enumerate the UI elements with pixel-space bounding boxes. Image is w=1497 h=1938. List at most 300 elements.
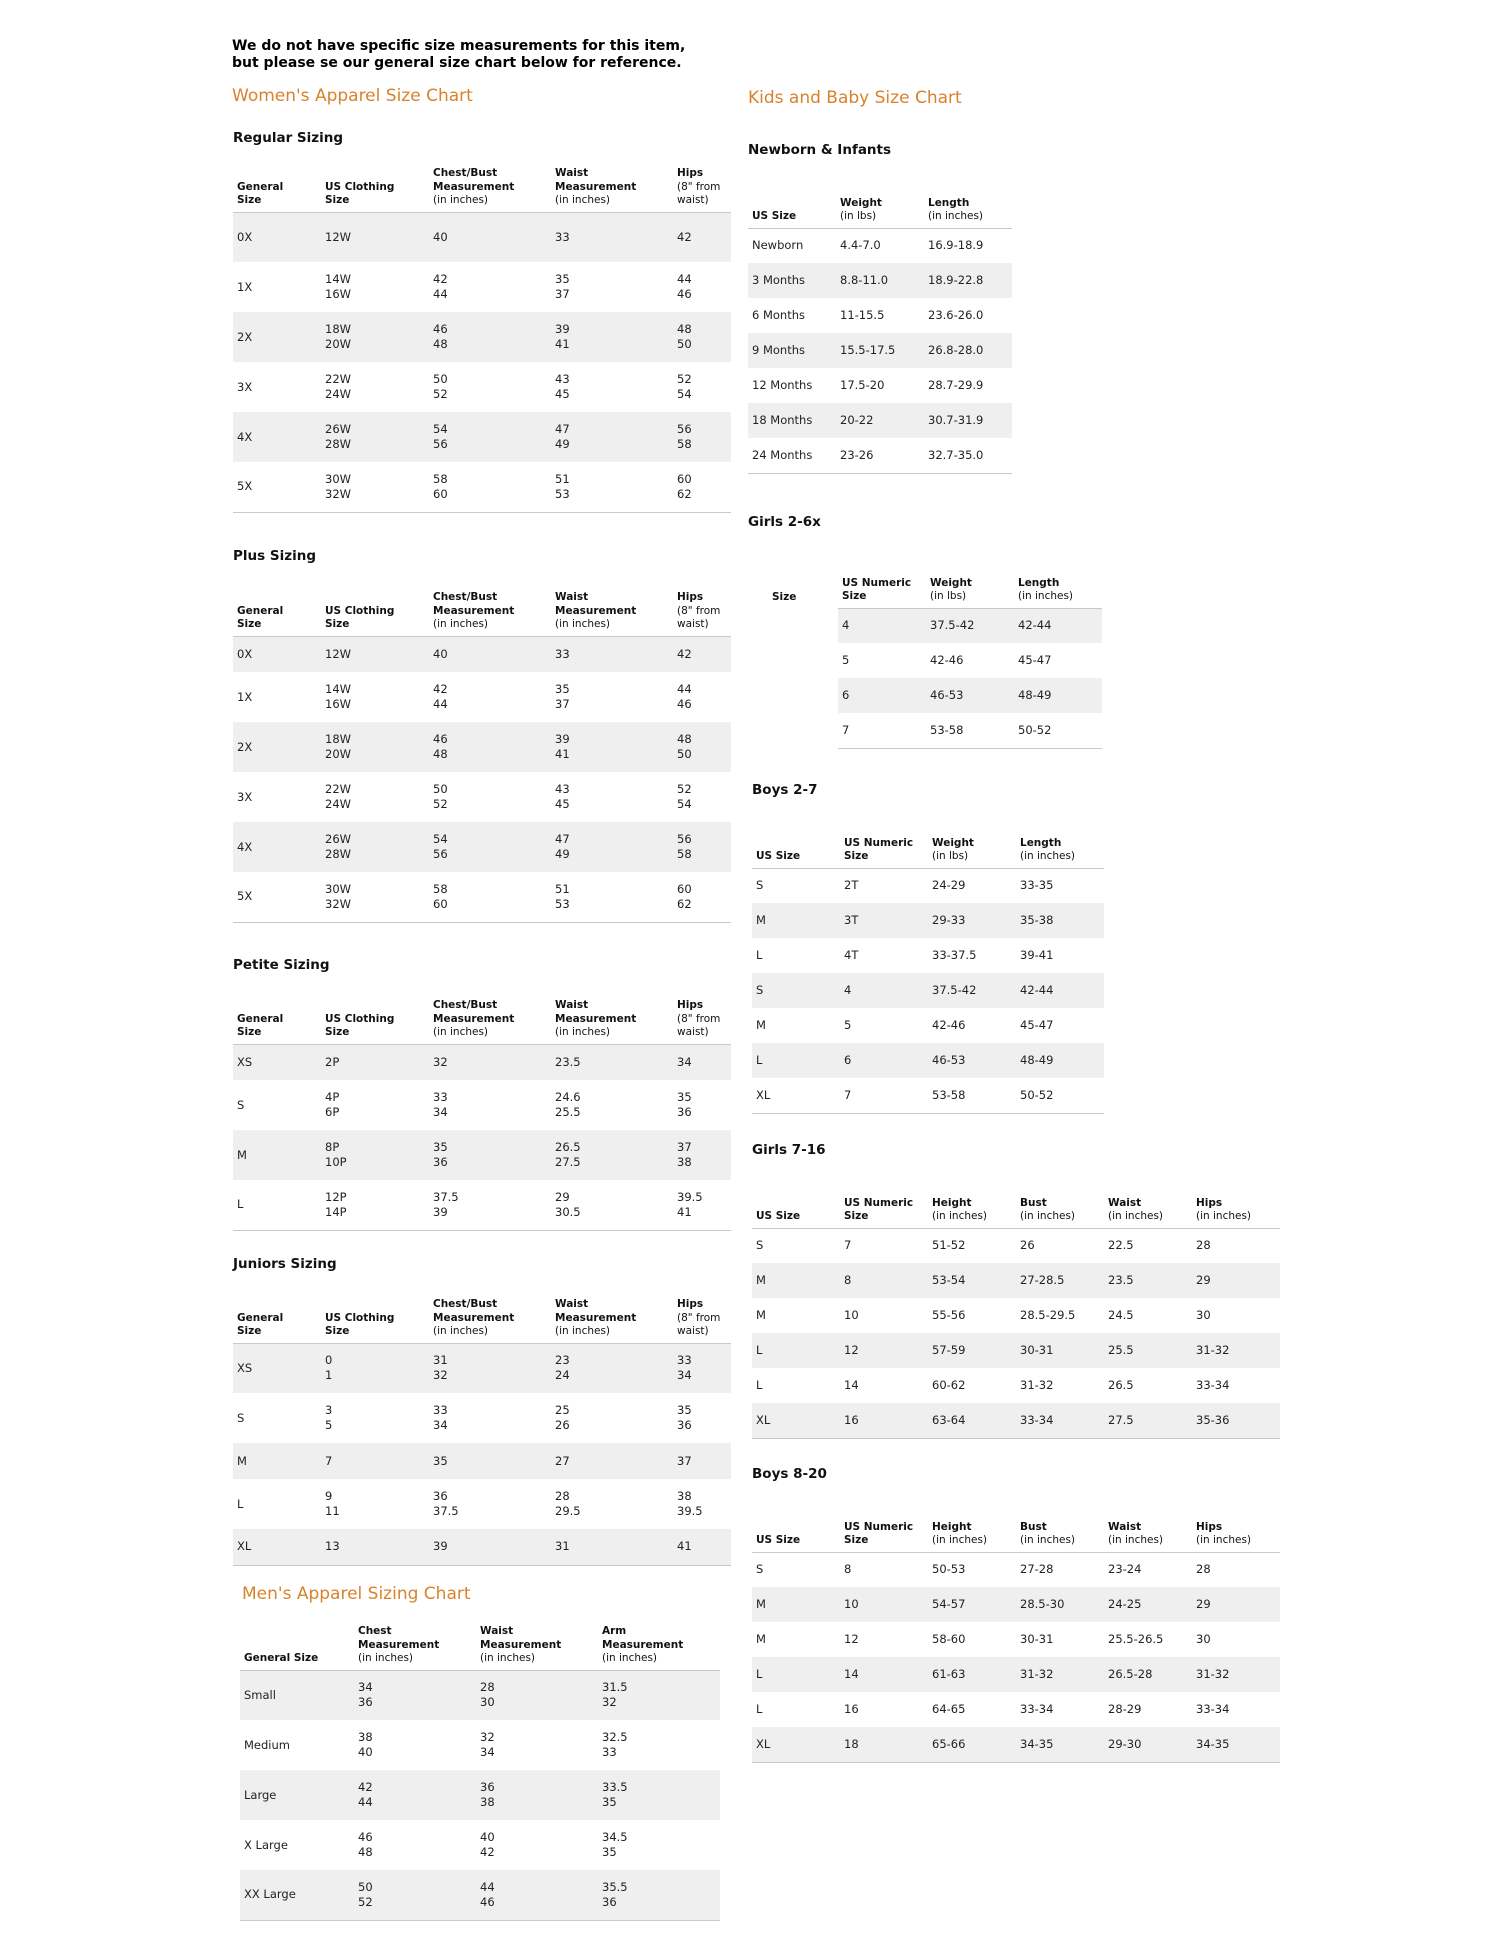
table-cell: M: [233, 1130, 321, 1180]
regular-sizing-title: Regular Sizing: [233, 130, 344, 146]
table-row: [752, 1368, 1280, 1403]
table-cell: 3 Months: [748, 263, 836, 298]
regular-sizing-header-4: [673, 156, 731, 212]
table-cell: 2P: [321, 1044, 429, 1080]
table-cell: 34: [673, 1044, 731, 1080]
table-row: [233, 722, 731, 772]
table-cell: 33 34: [433, 1090, 448, 1119]
juniors-sizing-header-label: General Size: [237, 1311, 284, 1337]
table-cell: 46 48: [358, 1830, 373, 1859]
table-row: [748, 438, 1012, 473]
table-row: [748, 298, 1012, 333]
table-cell: 30: [1196, 1308, 1211, 1322]
table-cell: 31 32: [429, 1343, 551, 1393]
table-row: [752, 868, 1104, 903]
table-cell: 34.5 35: [602, 1830, 628, 1859]
table-cell: 33.5 35: [598, 1770, 720, 1820]
table-cell: 27-28: [1020, 1562, 1054, 1577]
petite-sizing-header-unit: (in inches): [555, 1026, 611, 1038]
table-cell: 2T: [844, 878, 859, 893]
table-cell: 33-34: [1196, 1378, 1230, 1392]
table-cell: 31-32: [1016, 1657, 1104, 1692]
table-cell: 29-30: [1104, 1727, 1192, 1762]
table-cell: 22W 24W: [325, 372, 352, 401]
table-cell: 25 26: [555, 1403, 570, 1432]
plus-sizing-header-4: [673, 580, 731, 636]
regular-sizing-header-2: [429, 156, 551, 212]
table-cell: 29-33: [928, 903, 1016, 938]
mens-sizing-header-0: [240, 1614, 354, 1670]
table-cell: XL: [752, 1727, 840, 1762]
petite-sizing-header-1: [321, 988, 429, 1044]
table-cell: 14W 16W: [325, 272, 352, 301]
mens-sizing-header-unit: (in inches): [602, 1652, 658, 1664]
plus-sizing-header-label: US Clothing Size: [325, 604, 395, 630]
regular-sizing-header-label: General Size: [237, 180, 284, 206]
regular-sizing-header-unit: (in inches): [433, 194, 489, 206]
mens-sizing-table: [240, 1614, 720, 1921]
table-cell: 42: [673, 636, 731, 672]
regular-sizing-header-0: [233, 156, 321, 212]
table-row: [233, 1180, 731, 1230]
table-cell: XX Large: [240, 1870, 354, 1920]
table-cell: 24-29: [932, 878, 966, 893]
boys-2-7-header-label: Length: [1020, 836, 1062, 849]
table-cell: 23-24: [1108, 1562, 1142, 1577]
petite-sizing-header-label: General Size: [237, 1012, 284, 1038]
girls-7-16-header-label: US Numeric Size: [844, 1196, 914, 1222]
plus-sizing-header-label: Chest/Bust Measurement: [433, 591, 515, 617]
regular-sizing-header-1: [321, 156, 429, 212]
juniors-sizing-title: Juniors Sizing: [233, 1256, 337, 1272]
table-row: [233, 1080, 731, 1130]
table-row: [233, 1130, 731, 1180]
table-cell: 26W 28W: [321, 412, 429, 462]
girls-2-6x-header-label: Weight: [930, 576, 972, 589]
boys-8-20-header-unit: (in inches): [932, 1534, 988, 1546]
table-cell: 40: [429, 212, 551, 262]
table-cell: [768, 713, 838, 748]
boys-8-20-header-0: [752, 1516, 840, 1552]
table-cell: 25.5-26.5: [1108, 1632, 1164, 1646]
regular-sizing-header-3: [551, 156, 673, 212]
petite-sizing-header-4: [673, 988, 731, 1044]
juniors-sizing-header-label: Waist Measurement: [555, 1298, 637, 1324]
table-cell: 8: [844, 1562, 852, 1577]
table-row: [233, 1529, 731, 1565]
table-cell: S: [752, 973, 840, 1008]
table-cell: XL: [752, 1078, 840, 1113]
table-cell: 8: [840, 1263, 928, 1298]
table-cell: 39 41: [551, 312, 673, 362]
plus-sizing-header-2: [429, 580, 551, 636]
petite-sizing-table: [233, 988, 731, 1231]
table-cell: 65-66: [928, 1727, 1016, 1762]
table-cell: 25.5: [1104, 1333, 1192, 1368]
table-cell: XL: [233, 1529, 321, 1565]
table-cell: 30W 32W: [321, 462, 429, 512]
table-cell: 50 52: [433, 782, 448, 811]
table-row: [233, 262, 731, 312]
plus-sizing-header-0: [233, 580, 321, 636]
table-row: [752, 1657, 1280, 1692]
womens-chart-title: Women's Apparel Size Chart: [232, 86, 473, 106]
table-cell: 4.4-7.0: [840, 238, 881, 253]
table-row: [752, 938, 1104, 973]
table-cell: 37 38: [673, 1130, 731, 1180]
table-cell: M: [756, 1632, 766, 1646]
table-cell: 8.8-11.0: [836, 263, 924, 298]
table-cell: 33-34: [1196, 1702, 1230, 1716]
table-cell: 29: [1192, 1587, 1280, 1622]
table-row: [768, 713, 1102, 748]
table-cell: S: [756, 878, 764, 893]
girls-2-6x-header-1: [838, 564, 926, 608]
table-cell: 57-59: [928, 1333, 1016, 1368]
table-row: [240, 1720, 720, 1770]
petite-sizing-header-label: Hips: [677, 999, 704, 1011]
table-cell: 50-52: [1016, 1078, 1104, 1113]
table-cell: [768, 608, 838, 643]
table-cell: 23.6-26.0: [928, 308, 984, 322]
table-cell: 39: [429, 1529, 551, 1565]
boys-8-20-header-label: Bust: [1020, 1520, 1047, 1533]
table-cell: 38 40: [358, 1730, 373, 1759]
girls-2-6x-header-unit: (in inches): [1018, 590, 1074, 602]
boys-2-7-header-0: [752, 832, 840, 868]
girls-7-16-header-4: [1104, 1192, 1192, 1228]
juniors-sizing-header-label: Chest/Bust Measurement: [433, 1298, 515, 1324]
table-cell: XS: [233, 1343, 321, 1393]
table-cell: 40 42: [480, 1830, 495, 1859]
petite-sizing-header-label: US Clothing Size: [325, 1012, 395, 1038]
plus-sizing-header-label: General Size: [237, 604, 284, 630]
table-row: [752, 1008, 1104, 1043]
boys-8-20-title: Boys 8-20: [752, 1466, 827, 1482]
table-cell: 31-32: [1192, 1333, 1280, 1368]
table-cell: XL: [752, 1403, 840, 1438]
table-cell: 14W 16W: [325, 682, 352, 711]
plus-sizing-header-3: [551, 580, 673, 636]
table-cell: 58-60: [932, 1632, 966, 1646]
table-cell: 4X: [233, 412, 321, 462]
table-cell: M: [756, 1308, 766, 1322]
table-cell: 37.5 39: [429, 1180, 551, 1230]
table-cell: 7: [838, 713, 926, 748]
girls-2-6x-header-unit: (in lbs): [930, 590, 967, 602]
table-row: [240, 1670, 720, 1720]
table-cell: Small: [240, 1670, 354, 1720]
boys-8-20-table: [752, 1516, 1280, 1763]
girls-2-6x-header-3: [1014, 564, 1102, 608]
regular-sizing-header-label: Hips: [677, 167, 704, 179]
table-cell: 34 36: [354, 1670, 476, 1720]
table-row: [233, 772, 731, 822]
mens-sizing-header-label: Chest Measurement: [358, 1625, 440, 1651]
plus-sizing-header-unit: (in inches): [555, 618, 611, 630]
table-cell: 3T: [840, 903, 928, 938]
table-cell: 39.5 41: [673, 1180, 731, 1230]
table-cell: 26W 28W: [321, 822, 429, 872]
mens-sizing-header-label: Arm Measurement: [602, 1625, 684, 1651]
mens-sizing-header-1: [354, 1614, 476, 1670]
table-cell: 28 30: [476, 1670, 598, 1720]
juniors-sizing-header-1: [321, 1287, 429, 1343]
table-row: [233, 1044, 731, 1080]
table-cell: 50-53: [932, 1562, 966, 1577]
table-cell: 50 52: [433, 372, 448, 401]
table-cell: 33-35: [1020, 878, 1054, 893]
table-cell: 12 Months: [752, 378, 813, 392]
table-row: [233, 872, 731, 922]
table-cell: 35.5 36: [598, 1870, 720, 1920]
table-cell: 24.5: [1108, 1308, 1134, 1322]
table-cell: 37.5-42: [928, 973, 1016, 1008]
table-cell: 20-22: [836, 403, 924, 438]
table-cell: 30-31: [1020, 1632, 1054, 1646]
petite-sizing-header-2: [429, 988, 551, 1044]
table-cell: 27.5: [1104, 1403, 1192, 1438]
table-cell: 51 53: [551, 462, 673, 512]
table-cell: 23.5: [551, 1044, 673, 1080]
girls-2-6x-header-label: Size: [772, 590, 797, 603]
table-cell: [768, 643, 838, 678]
table-cell: 33-34: [1016, 1403, 1104, 1438]
table-cell: 46 48: [429, 722, 551, 772]
notice-line-1: We do not have specific size measurements for this item,: [232, 38, 686, 54]
table-cell: 23.5: [1104, 1263, 1192, 1298]
boys-8-20-header-2: [928, 1516, 1016, 1552]
table-cell: 42-44: [1014, 608, 1102, 643]
table-cell: 5: [842, 653, 850, 667]
table-cell: M: [752, 903, 840, 938]
table-cell: 30.7-31.9: [924, 403, 1012, 438]
table-cell: 2X: [233, 722, 321, 772]
mens-sizing-header-unit: (in inches): [358, 1652, 414, 1664]
table-cell: 42-46: [930, 653, 964, 667]
girls-7-16-header-label: Bust: [1020, 1196, 1047, 1209]
kids-chart-title: Kids and Baby Size Chart: [748, 88, 962, 108]
table-cell: 16: [840, 1403, 928, 1438]
table-cell: 24 Months: [748, 438, 836, 473]
boys-2-7-header-unit: (in lbs): [932, 850, 969, 862]
regular-sizing-header-label: Chest/Bust Measurement: [433, 167, 515, 193]
boys-2-7-header-label: Weight: [932, 836, 974, 849]
table-cell: 35 37: [555, 272, 570, 301]
table-cell: 33 34: [433, 1403, 448, 1432]
table-row: [768, 608, 1102, 643]
table-cell: 35 36: [677, 1403, 692, 1432]
table-row: [752, 1263, 1280, 1298]
table-cell: XS: [233, 1044, 321, 1080]
newborn-infants-header-label: US Size: [752, 210, 797, 222]
table-cell: 30-31: [1016, 1333, 1104, 1368]
juniors-sizing-header-0: [233, 1287, 321, 1343]
table-cell: 27-28.5: [1016, 1263, 1104, 1298]
table-row: [748, 368, 1012, 403]
boys-2-7-table: [752, 832, 1104, 1114]
boys-2-7-header-1: [840, 832, 928, 868]
girls-7-16-header-label: Hips: [1196, 1196, 1223, 1209]
table-cell: 8P 10P: [321, 1130, 429, 1180]
girls-7-16-header-5: [1192, 1192, 1280, 1228]
table-cell: 55-56: [932, 1308, 966, 1322]
table-cell: 9 Months: [748, 333, 836, 368]
girls-2-6x-title: Girls 2-6x: [748, 514, 821, 530]
table-cell: Medium: [244, 1737, 290, 1752]
table-cell: 30: [1196, 1632, 1211, 1646]
table-cell: 5: [844, 1018, 852, 1032]
girls-7-16-header-label: Height: [932, 1196, 972, 1209]
table-cell: 10: [844, 1308, 859, 1322]
petite-sizing-header-unit: (in inches): [433, 1026, 489, 1038]
table-cell: 1X: [237, 279, 253, 294]
newborn-infants-header-label: Length: [928, 196, 970, 209]
boys-8-20-header-label: US Size: [756, 1534, 801, 1546]
petite-sizing-header-0: [233, 988, 321, 1044]
table-cell: M: [752, 1587, 840, 1622]
table-cell: 23-26: [836, 438, 924, 473]
table-cell: 26.5 27.5: [551, 1130, 673, 1180]
table-cell: 3X: [237, 789, 253, 804]
girls-2-6x-header-label: US Numeric Size: [842, 576, 912, 602]
table-cell: 43 45: [555, 782, 570, 811]
plus-sizing-header-unit: (in inches): [433, 618, 489, 630]
regular-sizing-header-unit: (in inches): [555, 194, 611, 206]
newborn-infants-title: Newborn & Infants: [748, 142, 892, 158]
boys-8-20-header-label: Height: [932, 1520, 972, 1533]
table-row: [748, 228, 1012, 263]
table-cell: 17.5-20: [840, 378, 885, 392]
table-cell: 5X: [233, 462, 321, 512]
table-cell: L: [752, 1657, 840, 1692]
table-cell: Newborn: [752, 238, 804, 253]
newborn-infants-table: [748, 192, 1012, 474]
juniors-sizing-header-label: Hips: [677, 1298, 704, 1310]
table-cell: 28.5-30: [1016, 1587, 1104, 1622]
table-cell: 35-36: [1192, 1403, 1280, 1438]
table-cell: 26.5: [1108, 1378, 1134, 1392]
newborn-infants-header-2: [924, 192, 1012, 228]
table-cell: S: [237, 1097, 245, 1112]
table-cell: 48 50: [673, 722, 731, 772]
girls-7-16-header-1: [840, 1192, 928, 1228]
girls-7-16-header-label: Waist: [1108, 1196, 1142, 1209]
mens-sizing-header-label: Waist Measurement: [480, 1625, 562, 1651]
table-cell: 32.5 33: [602, 1730, 628, 1759]
table-cell: [768, 678, 838, 713]
table-row: [233, 672, 731, 722]
table-cell: 22.5: [1108, 1238, 1134, 1253]
reference-notice: [232, 38, 685, 72]
boys-2-7-title: Boys 2-7: [752, 782, 818, 798]
table-cell: 58 60: [429, 872, 551, 922]
table-cell: 36 38: [476, 1770, 598, 1820]
table-row: [768, 678, 1102, 713]
table-cell: 14: [840, 1657, 928, 1692]
table-cell: 18.9-22.8: [924, 263, 1012, 298]
mens-sizing-header-unit: (in inches): [480, 1652, 536, 1664]
table-cell: 52 54: [677, 782, 692, 811]
table-cell: 53-58: [928, 1078, 1016, 1113]
plus-sizing-header-label: Waist Measurement: [555, 591, 637, 617]
table-cell: 6 Months: [752, 308, 806, 322]
table-row: [233, 212, 731, 262]
table-cell: 43 45: [555, 372, 570, 401]
table-row: [752, 1403, 1280, 1438]
boys-8-20-header-3: [1016, 1516, 1104, 1552]
table-cell: 46-53: [926, 678, 1014, 713]
table-cell: 3X: [237, 379, 253, 394]
table-cell: 61-63: [928, 1657, 1016, 1692]
boys-2-7-header-unit: (in inches): [1020, 850, 1076, 862]
table-cell: 37.5-42: [926, 608, 1014, 643]
table-cell: 5X: [233, 872, 321, 922]
table-cell: 48-49: [1016, 1043, 1104, 1078]
table-cell: 33: [551, 636, 673, 672]
table-cell: 39-41: [1020, 948, 1054, 962]
table-cell: 44 46: [476, 1870, 598, 1920]
table-row: [752, 1078, 1104, 1113]
table-cell: 50-52: [1014, 713, 1102, 748]
table-cell: 42 44: [433, 272, 448, 301]
mens-chart-title: Men's Apparel Sizing Chart: [242, 1584, 471, 1604]
table-cell: 33: [551, 212, 673, 262]
table-cell: 48-49: [1014, 678, 1102, 713]
table-cell: 13: [321, 1529, 429, 1565]
table-row: [748, 403, 1012, 438]
table-cell: 33-34: [1020, 1702, 1054, 1716]
table-cell: 9 11: [325, 1489, 340, 1518]
table-cell: 47 49: [551, 412, 673, 462]
table-cell: 27: [551, 1443, 673, 1479]
table-row: [240, 1870, 720, 1920]
table-cell: 42-46: [932, 1018, 966, 1032]
table-row: [233, 362, 731, 412]
table-cell: 23 24: [551, 1343, 673, 1393]
table-row: [752, 1587, 1280, 1622]
table-cell: L: [756, 1378, 763, 1392]
table-cell: S: [756, 1562, 764, 1577]
table-cell: 3 5: [325, 1403, 333, 1432]
regular-sizing-table: [233, 156, 731, 513]
boys-8-20-header-label: US Numeric Size: [844, 1520, 914, 1546]
table-cell: 34-35: [1192, 1727, 1280, 1762]
boys-8-20-header-label: Hips: [1196, 1520, 1223, 1533]
table-cell: 14: [844, 1378, 859, 1392]
table-cell: 12W: [321, 212, 429, 262]
table-cell: 54-57: [928, 1587, 1016, 1622]
table-cell: 51-52: [932, 1238, 966, 1253]
juniors-sizing-header-2: [429, 1287, 551, 1343]
table-cell: 54 56: [429, 822, 551, 872]
boys-2-7-header-2: [928, 832, 1016, 868]
table-cell: 58 60: [429, 462, 551, 512]
girls-7-16-table: [752, 1192, 1280, 1439]
table-row: [233, 1479, 731, 1529]
table-cell: 18: [840, 1727, 928, 1762]
table-cell: 24.6 25.5: [555, 1090, 581, 1119]
table-cell: L: [752, 1333, 840, 1368]
table-row: [752, 1692, 1280, 1727]
table-row: [233, 412, 731, 462]
table-row: [233, 1393, 731, 1443]
table-cell: 28.7-29.9: [928, 378, 984, 392]
table-row: [752, 1622, 1280, 1657]
table-cell: 31: [551, 1529, 673, 1565]
table-cell: 4: [838, 608, 926, 643]
table-cell: 2X: [233, 312, 321, 362]
